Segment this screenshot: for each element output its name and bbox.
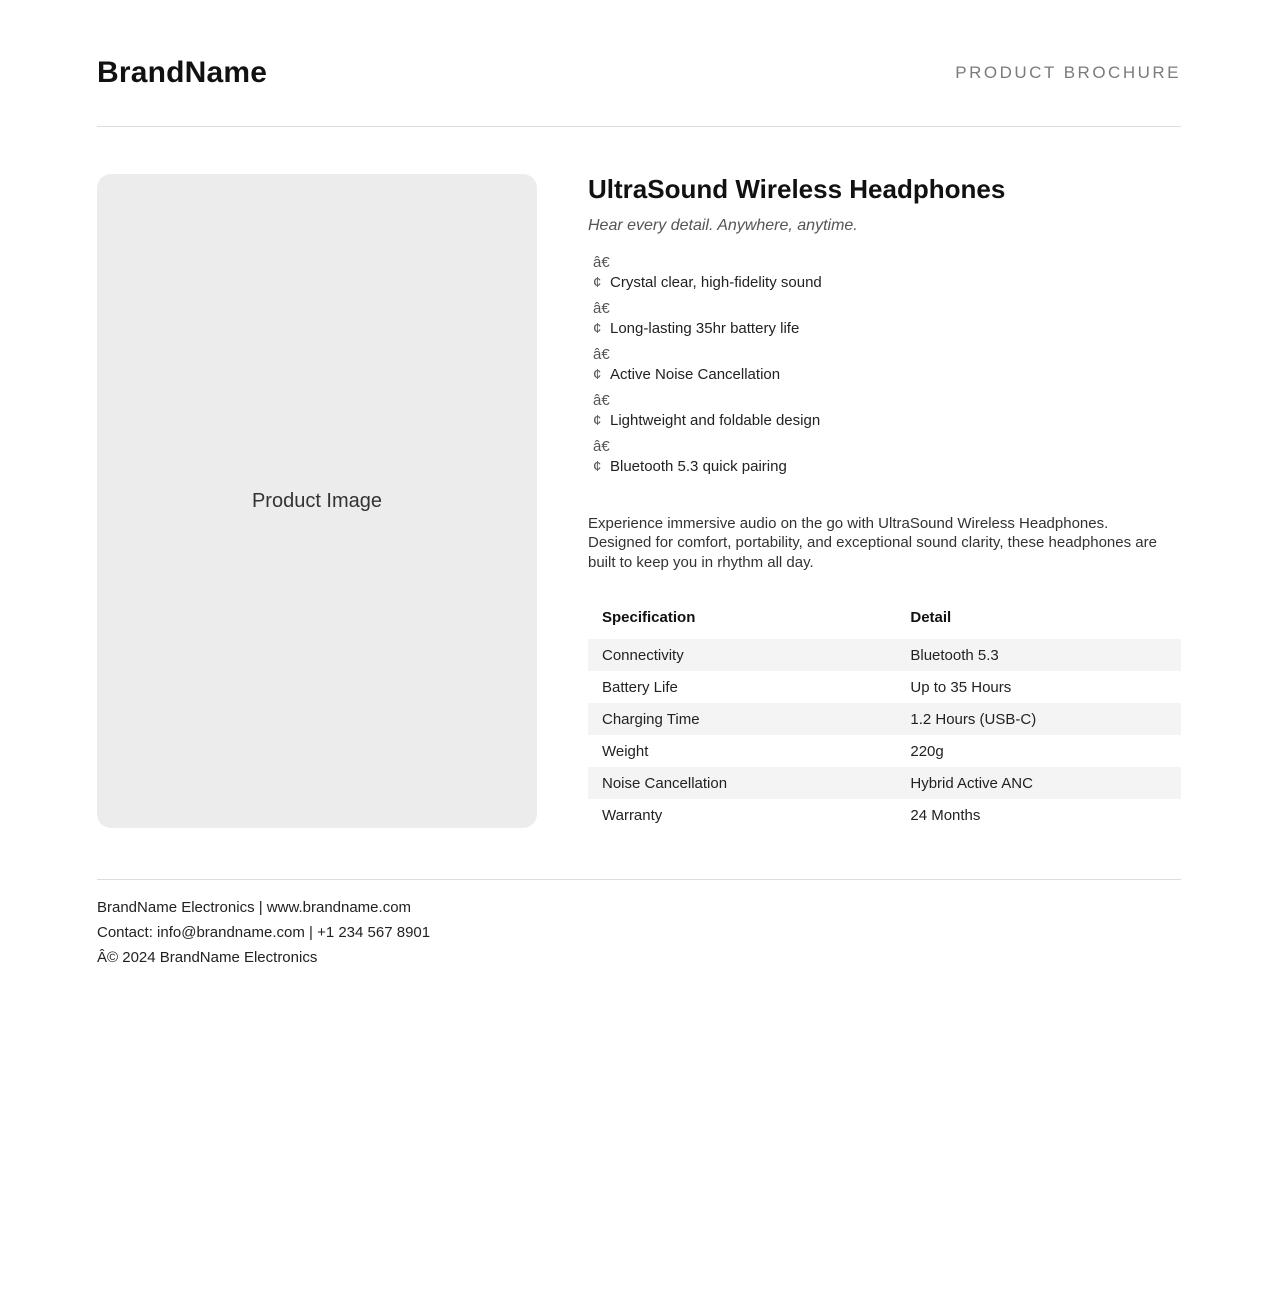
footer-contact-line: Contact: info@brandname.com | +1 234 567 8901 [97,924,431,942]
table-row [588,799,1181,831]
broken-bullet-cent: ¢ [593,273,602,291]
broken-bullet-top: â€ [593,253,610,271]
feature-item [593,253,1181,293]
spec-cell: Connectivity [602,646,684,664]
spec-cell: Warranty [602,806,663,824]
broken-bullet-top: â€ [593,391,610,409]
product-title: UltraSound Wireless Headphones [588,174,1006,204]
product-description: Experience immersive audio on the go with UltraSound Wireless Headphones. Designed for comfort, portability, and exceptional sound clarity, these headphones are built to keep you in rhythm all day. [588,514,1157,571]
detail-cell: 1.2 Hours (USB-C) [910,710,1037,728]
product-image-label: Product Image [251,489,383,512]
detail-header-cell: Detail [910,609,952,627]
feature-text: Crystal clear, high-fidelity sound [610,273,822,291]
header-divider [97,126,1181,127]
brochure-page [97,0,1181,968]
detail-cell: Bluetooth 5.3 [910,646,999,664]
broken-bullet-cent: ¢ [593,319,602,337]
feature-text: Long-lasting 35hr battery life [610,319,800,337]
feature-text: Lightweight and foldable design [610,411,821,429]
table-row [588,735,1181,767]
product-image-placeholder [97,174,537,828]
detail-cell: 24 Months [910,806,981,824]
feature-item [593,345,1181,385]
spec-table [588,603,1181,831]
broken-bullet-top: â€ [593,345,610,363]
spec-header-cell: Specification [602,609,696,627]
detail-cell: 220g [910,742,944,760]
product-tagline: Hear every detail. Anywhere, anytime. [588,216,858,234]
detail-cell: Up to 35 Hours [910,678,1012,696]
broken-bullet-top: â€ [593,437,610,455]
feature-item [593,391,1181,431]
spec-cell: Weight [602,742,649,760]
table-row [588,767,1181,799]
header [97,56,1181,90]
footer-copyright-line: Â© 2024 BrandName Electronics [97,949,318,967]
footer [97,880,1181,968]
feature-text: Bluetooth 5.3 quick pairing [610,457,787,475]
table-row [588,639,1181,671]
main-content [97,174,1181,831]
feature-text: Active Noise Cancellation [610,365,781,383]
feature-list [588,253,1181,477]
spec-table-head [588,603,1181,639]
table-row [588,671,1181,703]
broken-bullet-cent: ¢ [593,411,602,429]
spec-cell: Charging Time [602,710,700,728]
detail-cell: Hybrid Active ANC [910,774,1033,792]
brochure-label: PRODUCT BROCHURE [955,63,1181,82]
brand-name: BrandName [97,56,268,89]
spec-table-header-row [588,603,1181,639]
product-details [588,174,1181,831]
table-row [588,703,1181,735]
spec-cell: Battery Life [602,678,678,696]
spec-table-body [588,639,1181,831]
broken-bullet-cent: ¢ [593,365,602,383]
spec-cell: Noise Cancellation [602,774,728,792]
footer-company-line: BrandName Electronics | www.brandname.com [97,899,412,917]
broken-bullet-top: â€ [593,299,610,317]
feature-item [593,437,1181,477]
feature-item [593,299,1181,339]
broken-bullet-cent: ¢ [593,457,602,475]
